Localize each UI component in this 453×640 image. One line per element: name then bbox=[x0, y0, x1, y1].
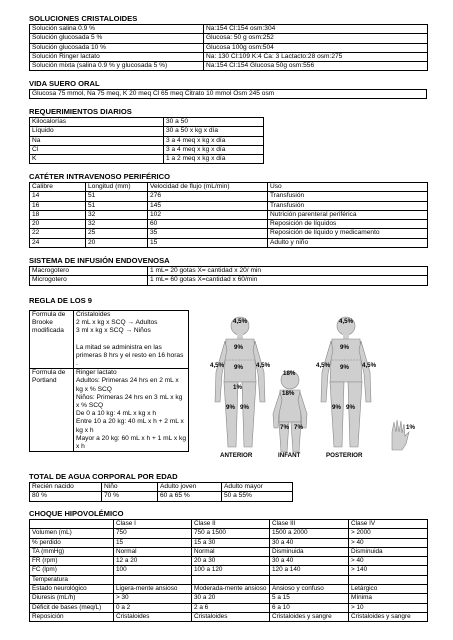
table-cell bbox=[192, 575, 270, 584]
table-row bbox=[30, 529, 428, 538]
table-row bbox=[30, 575, 428, 584]
table-row bbox=[30, 594, 428, 603]
table-cell: Letárgico bbox=[349, 585, 428, 594]
table-cell: 750 bbox=[114, 529, 192, 538]
table-cell bbox=[114, 575, 192, 584]
table-row bbox=[30, 612, 428, 621]
table-cell: Solución mixta (salina 0.9 % y glucosada 5 %) bbox=[30, 62, 204, 71]
table-cell: 20 a 30 bbox=[192, 557, 270, 566]
choque-title: CHOQUE HIPOVOLÉMICO bbox=[29, 509, 124, 518]
table-row bbox=[30, 276, 428, 285]
table-cell: Líquido bbox=[30, 127, 164, 136]
table-row bbox=[30, 603, 428, 612]
table-header-row bbox=[30, 483, 293, 492]
table-header-row bbox=[30, 183, 428, 192]
pct-chest-anterior: 9% bbox=[234, 344, 243, 351]
table-cell: > 2000 bbox=[349, 529, 428, 538]
table-cell: Glucosa 100g osm:504 bbox=[204, 43, 428, 52]
table-cell: 1 a 2 meq x kg x día bbox=[164, 155, 264, 164]
table-cell: Disminuida bbox=[349, 547, 428, 556]
vida-suero-table bbox=[29, 89, 427, 99]
table-cell: TA (mmHg) bbox=[30, 547, 114, 556]
vida-suero-title: VIDA SUERO ORAL bbox=[29, 79, 100, 88]
table-cell: Glucosa: 50 g osm:252 bbox=[204, 34, 428, 43]
table-cell: Transfusión bbox=[268, 201, 428, 210]
posterior-body bbox=[321, 317, 371, 447]
table-cell: 1500 a 2000 bbox=[270, 529, 349, 538]
table-cell: Reposición bbox=[30, 612, 114, 621]
table-cell: Microgotero bbox=[30, 276, 148, 285]
column-header: Clase II bbox=[192, 520, 270, 529]
table-cell: Cristaloides y sangre bbox=[270, 612, 349, 621]
table-cell: Solución Ringer lactato bbox=[30, 52, 204, 61]
portland-cell bbox=[74, 369, 189, 452]
table-cell: Cristaloides bbox=[192, 612, 270, 621]
rule-of-nines-figure bbox=[196, 312, 424, 472]
table-cell: Reposición de líquido y medicamento bbox=[268, 229, 428, 238]
table-cell: Adulto y niño bbox=[268, 238, 428, 247]
table-row bbox=[30, 220, 428, 229]
table-cell bbox=[270, 575, 349, 584]
table-row bbox=[30, 238, 428, 247]
table-row bbox=[30, 492, 293, 501]
table-row bbox=[30, 229, 428, 238]
table-cell: 15 bbox=[148, 238, 268, 247]
label-posterior: POSTERIOR bbox=[326, 452, 363, 459]
table-cell: 16 bbox=[30, 201, 86, 210]
pct-genital: 1% bbox=[233, 384, 242, 391]
table-cell: 1 mL= 20 gotas X= cantidad x 20/ min bbox=[148, 267, 428, 276]
brooke-line: 2 mL x kg x SCQ → Adultos bbox=[76, 319, 158, 327]
table-cell: K bbox=[30, 155, 164, 164]
portland-label: Formula de Portland bbox=[30, 369, 74, 452]
table-cell: Cl bbox=[30, 145, 164, 154]
table-cell: 2 a 6 bbox=[192, 603, 270, 612]
column-header: Recién nacido bbox=[30, 483, 102, 492]
pct-arm-post-left: 4,5% bbox=[316, 362, 331, 369]
table-row bbox=[30, 52, 428, 61]
portland-line: Niños: Primeras 24 hrs en 3 mL x kg x % SCQ bbox=[76, 393, 183, 410]
pct-infant-head: 18% bbox=[283, 370, 296, 377]
table-cell: Na: 130 Cl:109 K:4 Ca: 3 Lactacto:28 osm:275 bbox=[204, 52, 428, 61]
table-row bbox=[30, 369, 189, 452]
anterior-body bbox=[215, 317, 265, 447]
table-cell: 25 bbox=[86, 229, 148, 238]
soluciones-title: SOLUCIONES CRISTALOIDES bbox=[29, 14, 138, 23]
table-cell: 14 bbox=[30, 192, 86, 201]
table-cell: Solución glucosada 5 % bbox=[30, 34, 204, 43]
table-row bbox=[30, 201, 428, 210]
portland-line: Adultos: Primeras 24 hrs en 2 mL x kg x % SCQ bbox=[76, 377, 179, 393]
regla-title: REGLA DE LOS 9 bbox=[29, 296, 93, 305]
column-header: Niño bbox=[102, 483, 158, 492]
table-cell: 5 a 15 bbox=[270, 594, 349, 603]
table-cell: Solución glucosada 10 % bbox=[30, 43, 204, 52]
table-cell: > 10 bbox=[349, 603, 428, 612]
label-infant: INFANT bbox=[278, 452, 301, 459]
pct-arm-post-right: 4,5% bbox=[362, 362, 377, 369]
table-cell: FC (lpm) bbox=[30, 566, 114, 575]
table-cell: Ansioso y confuso bbox=[270, 585, 349, 594]
table-cell: > 40 bbox=[349, 557, 428, 566]
table-cell: Estado neurológico bbox=[30, 585, 114, 594]
table-cell: 6 a 10 bbox=[270, 603, 349, 612]
table-cell: 70 % bbox=[102, 492, 158, 501]
column-header: Adulto mayor bbox=[222, 483, 293, 492]
table-row bbox=[30, 25, 428, 34]
table-cell: 50 a 55% bbox=[222, 492, 293, 501]
pct-leg-right: 9% bbox=[240, 404, 249, 411]
brooke-line: 3 ml x kg x SCQ → Niños bbox=[76, 327, 151, 335]
pct-head-anterior: 4,5% bbox=[233, 318, 248, 325]
table-cell: 51 bbox=[86, 192, 148, 201]
table-cell: Cristaloides bbox=[114, 612, 192, 621]
table-cell: 750 a 1500 bbox=[192, 529, 270, 538]
table-cell: Volumen (mL) bbox=[30, 529, 114, 538]
table-row bbox=[30, 192, 428, 201]
infant-body bbox=[273, 371, 307, 452]
pct-leg-left: 9% bbox=[226, 404, 235, 411]
choque-table bbox=[29, 519, 428, 622]
table-cell: 80 % bbox=[30, 492, 102, 501]
regla-table bbox=[29, 310, 189, 452]
table-row bbox=[30, 90, 427, 99]
column-header: Clase IV bbox=[349, 520, 428, 529]
portland-line: Ringer lactato bbox=[76, 369, 117, 377]
table-cell: 102 bbox=[148, 210, 268, 219]
table-cell: Diuresis (mL/h) bbox=[30, 594, 114, 603]
table-cell bbox=[349, 575, 428, 584]
table-cell: 35 bbox=[148, 229, 268, 238]
column-header: Calibre bbox=[30, 183, 86, 192]
table-cell: 32 bbox=[86, 220, 148, 229]
table-row bbox=[30, 127, 264, 136]
pct-back-upper: 9% bbox=[340, 344, 349, 351]
portland-line: Mayor a 20 kg: 60 mL x h + 1 mL x kg x h bbox=[76, 434, 187, 451]
table-cell: 20 bbox=[30, 220, 86, 229]
table-cell: Reposición de líquidos bbox=[268, 220, 428, 229]
table-cell: Moderada-mente ansioso bbox=[192, 585, 270, 594]
agua-title: TOTAL DE AGUA CORPORAL POR EDAD bbox=[29, 472, 178, 481]
pct-back-lower: 9% bbox=[340, 364, 349, 371]
table-row bbox=[30, 566, 428, 575]
pct-hand: 1% bbox=[406, 424, 415, 431]
table-cell: 1 mL= 60 gotas X=cantidad x 60/min bbox=[148, 276, 428, 285]
label-anterior: ANTERIOR bbox=[220, 452, 253, 459]
table-cell: 276 bbox=[148, 192, 268, 201]
table-cell: Cristaloides y sangre bbox=[349, 612, 428, 621]
brooke-cell bbox=[74, 311, 189, 369]
table-cell: 12 a 20 bbox=[114, 557, 192, 566]
pct-arm-right: 4,5% bbox=[256, 362, 271, 369]
vida-suero-text: Glucosa 75 mmol, Na 75 meq, K 20 meq Cl 65 meq Citrato 10 mmol Osm 245 osm bbox=[30, 90, 427, 99]
requerimientos-table bbox=[29, 117, 264, 164]
brooke-label: Formula de Brooke modificada bbox=[30, 311, 74, 369]
table-row bbox=[30, 210, 428, 219]
table-cell: 24 bbox=[30, 238, 86, 247]
table-cell: 30 a 40 bbox=[270, 538, 349, 547]
table-cell: Solución salina 0.9 % bbox=[30, 25, 204, 34]
table-cell: 3 a 4 meq x kg x día bbox=[164, 136, 264, 145]
table-cell: Normal bbox=[114, 547, 192, 556]
table-row bbox=[30, 136, 264, 145]
pct-infant-leg-left: 7% bbox=[280, 424, 289, 431]
cateter-title: CATÉTER INTRAVENOSO PERIFÉRICO bbox=[29, 172, 171, 181]
table-cell: FR (rpm) bbox=[30, 557, 114, 566]
table-cell: 120 a 140 bbox=[270, 566, 349, 575]
pct-abdomen-anterior: 9% bbox=[234, 364, 243, 371]
table-cell: Na:154 Cl:154 Glucosa 50g osm:556 bbox=[204, 62, 428, 71]
table-cell: Déficit de bases (meq/L) bbox=[30, 603, 114, 612]
table-row bbox=[30, 62, 428, 71]
table-cell: > 40 bbox=[349, 538, 428, 547]
table-row bbox=[30, 585, 428, 594]
infusion-title: SISTEMA DE INFUSIÓN ENDOVENOSA bbox=[29, 256, 170, 265]
table-cell: 30 a 20 bbox=[192, 594, 270, 603]
table-cell: Macrogotero bbox=[30, 267, 148, 276]
table-cell: 15 a 30 bbox=[192, 538, 270, 547]
table-row bbox=[30, 547, 428, 556]
table-cell: Na bbox=[30, 136, 164, 145]
table-row bbox=[30, 155, 264, 164]
column-header: Uso bbox=[268, 183, 428, 192]
table-header-row bbox=[30, 520, 428, 529]
table-cell: Ligera-mente ansioso bbox=[114, 585, 192, 594]
table-cell: 30 a 50 x kg x día bbox=[164, 127, 264, 136]
table-cell: 0 a 2 bbox=[114, 603, 192, 612]
table-row bbox=[30, 267, 428, 276]
pct-infant-trunk: 18% bbox=[282, 390, 295, 397]
table-cell: % perdido bbox=[30, 538, 114, 547]
table-row bbox=[30, 557, 428, 566]
table-cell: 18 bbox=[30, 210, 86, 219]
table-cell: Temperatura bbox=[30, 575, 114, 584]
table-cell: 20 bbox=[86, 238, 148, 247]
pct-infant-leg-right: 7% bbox=[294, 424, 303, 431]
table-cell: 30 a 50 bbox=[164, 118, 264, 127]
column-header: Clase I bbox=[114, 520, 192, 529]
table-cell: > 140 bbox=[349, 566, 428, 575]
table-cell: Nutrición parenteral periférica bbox=[268, 210, 428, 219]
table-cell: 60 bbox=[148, 220, 268, 229]
portland-line: Entre 10 a 20 kg: 40 mL x h + 2 mL x kg x h bbox=[76, 418, 184, 434]
brooke-line: Cristaloides bbox=[76, 311, 111, 318]
table-row bbox=[30, 43, 428, 52]
cateter-table bbox=[29, 182, 428, 248]
pct-leg-post-right: 9% bbox=[346, 404, 355, 411]
agua-table bbox=[29, 482, 293, 502]
soluciones-table bbox=[29, 24, 428, 71]
table-cell: Transfusión bbox=[268, 192, 428, 201]
table-row bbox=[30, 118, 264, 127]
table-cell: Kilocalorías bbox=[30, 118, 164, 127]
body-figures-svg bbox=[196, 312, 424, 472]
table-cell: 51 bbox=[86, 201, 148, 210]
table-row bbox=[30, 145, 264, 154]
table-cell: 3 a 4 meq x kg x día bbox=[164, 145, 264, 154]
table-cell: 100 a 120 bbox=[192, 566, 270, 575]
pct-arm-left: 4,5% bbox=[210, 362, 225, 369]
table-cell: Disminuida bbox=[270, 547, 349, 556]
column-header: Velocidad de flujo (mL/min) bbox=[148, 183, 268, 192]
column-header: Clase III bbox=[270, 520, 349, 529]
table-cell: 15 bbox=[114, 538, 192, 547]
table-cell: 22 bbox=[30, 229, 86, 238]
infusion-table bbox=[29, 266, 428, 286]
pct-leg-post-left: 9% bbox=[332, 404, 341, 411]
table-cell: Normal bbox=[192, 547, 270, 556]
table-cell: 32 bbox=[86, 210, 148, 219]
table-cell: 100 bbox=[114, 566, 192, 575]
column-header bbox=[30, 520, 114, 529]
table-cell: 30 a 40 bbox=[270, 557, 349, 566]
column-header: Longitud (mm) bbox=[86, 183, 148, 192]
table-cell: Mínima bbox=[349, 594, 428, 603]
portland-line: De 0 a 10 kg: 4 mL x kg x h bbox=[76, 410, 157, 418]
table-row bbox=[30, 311, 189, 369]
table-cell: Na:154 Cl:154 osm:304 bbox=[204, 25, 428, 34]
pct-head-posterior: 4,5% bbox=[339, 318, 354, 325]
requerimientos-title: REQUERIMIENTOS DIARIOS bbox=[29, 107, 132, 116]
table-cell: 145 bbox=[148, 201, 268, 210]
column-header: Adulto joven bbox=[158, 483, 222, 492]
table-row bbox=[30, 538, 428, 547]
table-row bbox=[30, 34, 428, 43]
table-cell: > 30 bbox=[114, 594, 192, 603]
brooke-line: La mitad se administra en las primeras 8 hrs y el resto en 16 horas . bbox=[76, 343, 184, 368]
table-cell: 60 a 65 % bbox=[158, 492, 222, 501]
